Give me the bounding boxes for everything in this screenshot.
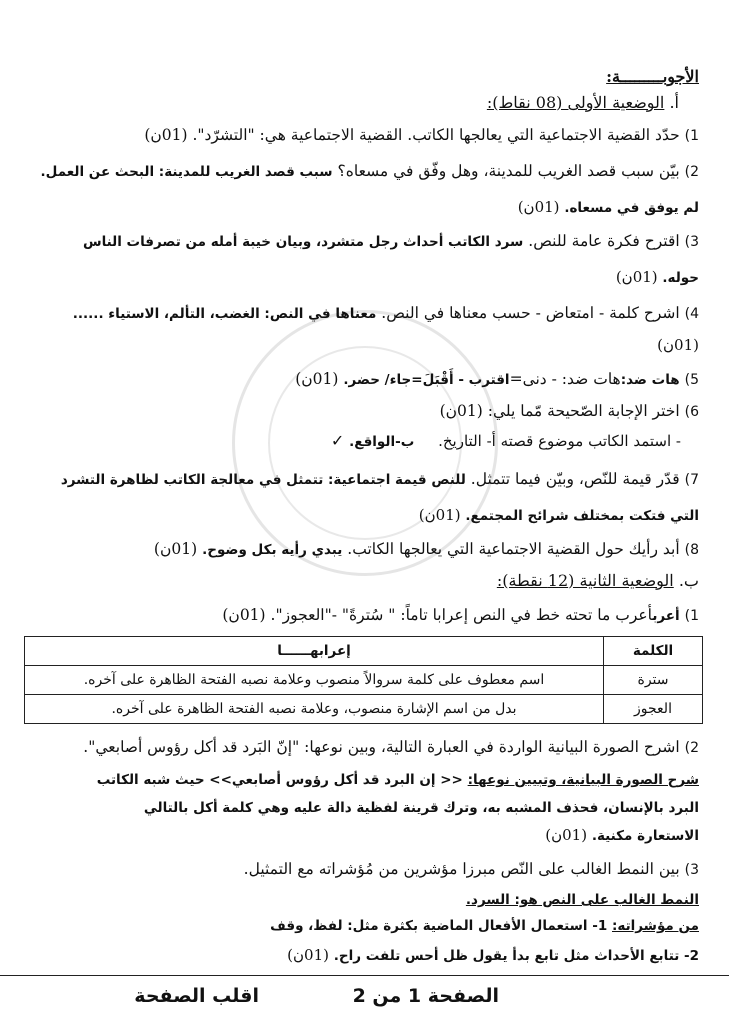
table-row	[25, 695, 703, 724]
q2-question: بيّن سبب قصد الغريب للمدينة، وهل وفّق في مسعاه؟	[337, 162, 680, 180]
g1-number: 1)	[684, 608, 699, 624]
g2-answer-line-2	[22, 796, 699, 819]
q2-continuation	[22, 196, 699, 219]
q7-question: قدّر قيمة للنّص، وبيّن فيما تتمثل.	[470, 470, 680, 488]
q7-number: 7)	[684, 472, 699, 488]
q4-question: اشرح كلمة - امتعاض - حسب معناها في النص.	[381, 304, 680, 322]
g1-verb: أعرب	[652, 608, 680, 624]
grammar-question-3	[22, 858, 699, 881]
q1-text: حدّد القضية الاجتماعية التي يعالجها الكاتب. القضية الاجتماعية هي: "التشرّد". (01ن)	[144, 126, 680, 144]
q2-answer-1: سبب قصد الغريب للمدينة: البحث عن العمل.	[40, 164, 333, 180]
q4-points: (01ن)	[657, 336, 699, 354]
g3-answer-1: النمط الغالب على النص هو: السرد.	[465, 892, 699, 908]
g1-question: أعرب ما تحته خط في النص إعرابا تاماً: " سُترةً" -"العجوز".	[270, 606, 653, 624]
g2-answer-2: البرد بالإنسان، فحذف المشبه به، وترك قرينة لفظية دالة عليه وهي كلمة أكل بالتالي	[143, 800, 699, 816]
g2-answer-label: شرح الصورة البيانية، وتبيين نوعها:	[467, 772, 699, 788]
g2-number: 2)	[684, 740, 699, 756]
table-cell-parsing: اسم معطوف على كلمة سروالاً منصوب وعلامة نصبه الفتحة الظاهرة على آخره.	[25, 666, 604, 695]
g3-answer-line-3	[22, 944, 699, 967]
table-header-word: الكلمة	[604, 637, 703, 666]
table-cell-word: سترة	[604, 666, 703, 695]
q8-answer: يبدي رأيه بكل وضوح.	[202, 542, 343, 558]
q5-points: (01ن)	[295, 370, 339, 388]
table-row	[25, 666, 703, 695]
section2-title: الوضعية الثانية (12 نقطة):	[496, 571, 674, 590]
q7-answer-1: للنص قيمة اجتماعية: تتمثل في معالجة الكاتب لظاهرة التشرد	[60, 472, 466, 488]
q8-points: (01ن)	[153, 540, 198, 558]
q1-number: 1)	[684, 128, 699, 144]
answers-title: الأجوبـــــــــة:	[606, 67, 699, 86]
q4-number: 4)	[684, 306, 699, 322]
q5-number: 5)	[684, 372, 699, 388]
g3-answer-line-1	[22, 888, 699, 911]
g3-number: 3)	[684, 862, 699, 878]
q5-question: هات ضد: - دنى=	[509, 370, 621, 388]
q6-question: اختر الإجابة الصّحيحة مّما يلي: (01ن)	[439, 402, 680, 420]
g2-answer-3: الاستعارة مكنية.	[591, 828, 699, 844]
q2-answer-2: لم يوفق في مسعاه.	[564, 200, 699, 216]
question-8	[22, 538, 699, 561]
q3-points: (01ن)	[615, 268, 658, 286]
question-3	[22, 230, 699, 253]
question-7	[22, 468, 699, 491]
g3-answer-2: 1- استعمال الأفعال الماضية بكثرة مثل: لفظ، وقف	[270, 918, 608, 934]
turn-page-note: اقلب الصفحة	[134, 985, 259, 1007]
question-2	[22, 160, 699, 183]
footer-divider	[0, 975, 729, 976]
parsing-table	[24, 636, 703, 724]
section2-heading	[22, 570, 699, 592]
question-4	[22, 302, 699, 325]
q8-question: أبد رأيك حول القضية الاجتماعية التي يعالجها الكاتب.	[347, 540, 680, 558]
q5-answer: اقترب - أَقْبَلَ=جاء/ حضر.	[343, 372, 510, 388]
q5-label: هات ضد:	[620, 372, 680, 388]
table-header-parsing: إعرابهــــــا	[25, 637, 604, 666]
grammar-question-2	[22, 736, 699, 759]
g2-answer-1: << إن البرد قد أكل رؤوس أصابعي>> حيث شبه الكاتب	[96, 772, 463, 788]
q7-points: (01ن)	[418, 506, 461, 524]
grammar-question-1	[22, 604, 699, 627]
table-cell-parsing: بدل من اسم الإشارة منصوب، وعلامة نصبه الفتحة الظاهرة على آخره.	[25, 695, 604, 724]
q3-number: 3)	[684, 234, 699, 250]
section1-letter: أ.	[669, 93, 679, 112]
q6-options	[22, 430, 681, 453]
q6-line2: - استمد الكاتب موضوع قصته أ- التاريخ.	[438, 432, 681, 450]
q4-answer: معناها في النص: الغضب، التألم، الاستياء ......	[72, 306, 377, 322]
g3-answer-line-2	[22, 914, 699, 937]
q7-answer-2: التي فتكت بمختلف شرائح المجتمع.	[465, 508, 699, 524]
q3-answer-1: سرد الكاتب أحداث رجل متشرد، وبيان خيبة أمله من تصرفات الناس	[82, 234, 524, 250]
table-cell-word: العجوز	[604, 695, 703, 724]
g2-points: (01ن)	[545, 826, 588, 844]
q4-continuation	[22, 334, 699, 356]
q6-number: 6)	[684, 404, 699, 420]
q3-answer-2: حوله.	[662, 270, 699, 286]
q7-continuation	[22, 504, 699, 527]
table-header-row	[25, 637, 703, 666]
q8-number: 8)	[684, 542, 699, 558]
g3-answer-2-label: من مؤشراته:	[612, 918, 699, 934]
g2-question: اشرح الصورة البيانية الواردة في العبارة التالية، وبين نوعها: "إنّ البَرد قد أكل رؤوس أصابعي".	[83, 738, 680, 756]
check-mark-icon: ✓	[330, 431, 345, 450]
g3-question: بين النمط الغالب على النّص مبرزا مؤشرين من مُؤشراته مع التمثيل.	[243, 860, 680, 878]
section1-heading	[22, 92, 679, 114]
question-5	[22, 368, 699, 391]
page-number: الصفحة 1 من 2	[352, 985, 499, 1007]
q3-continuation	[22, 266, 699, 289]
g2-answer-line-1	[22, 768, 699, 791]
g3-points: (01ن)	[287, 946, 329, 964]
question-6	[22, 400, 699, 423]
question-1	[22, 124, 699, 147]
section1-title: الوضعية الأولى (08 نقاط):	[486, 93, 665, 112]
q6-answer: ب-الواقع.	[349, 434, 415, 450]
g1-points: (01ن)	[222, 606, 266, 624]
q3-question: اقترح فكرة عامة للنص.	[528, 232, 680, 250]
q2-number: 2)	[684, 164, 699, 180]
g2-answer-line-3	[22, 824, 699, 847]
g3-answer-3: 2- تتابع الأحداث مثل تابع بدأ يقول ظل أحس تلفت راح.	[333, 948, 699, 964]
q2-points: (01ن)	[517, 198, 560, 216]
section2-letter: ب.	[678, 571, 699, 590]
